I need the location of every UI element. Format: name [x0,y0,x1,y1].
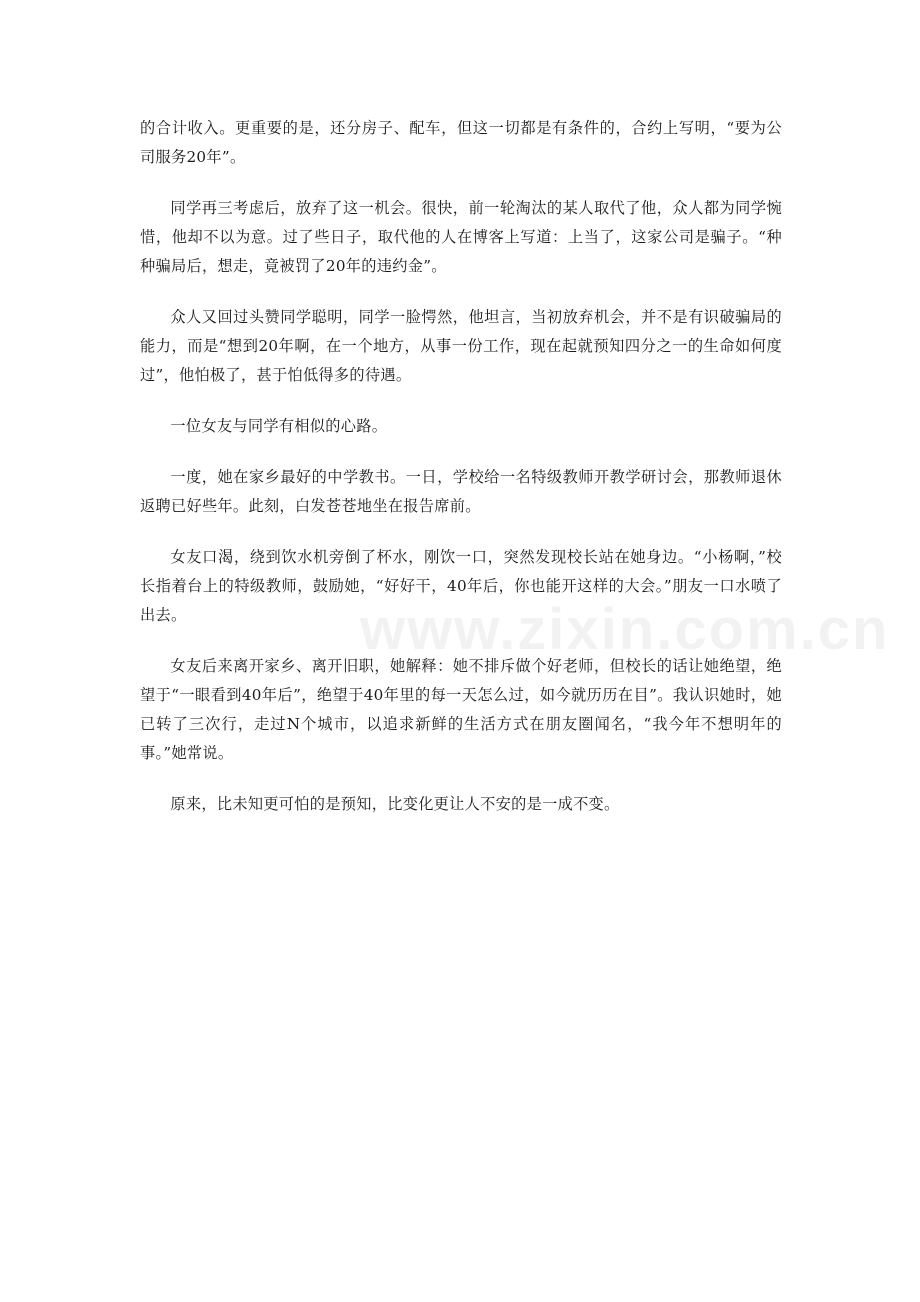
paragraph-3: 众人又回过头赞同学聪明，同学一脸愕然，他坦言，当初放弃机会，并不是有识破骗局的能力，而是“想到20年啊，在一个地方，从事一份工作，现在起就预知四分之一的生命如何度过”，他怕极了，甚于怕低得多的待遇。 [140,308,782,384]
paragraph-8: 原来，比未知更可怕的是预知，比变化更让人不安的是一成不变。 [170,795,620,813]
paragraph-2: 同学再三考虑后，放弃了这一机会。很快，前一轮淘汰的某人取代了他，众人都为同学惋惜，他却不以为意。过了些日子，取代他的人在博客上写道：上当了，这家公司是骗子。“种种骗局后，想走，竟被罚了20年的违约金”。 [140,199,782,275]
paragraph-1: 的合计收入。更重要的是，还分房子、配车，但这一切都是有条件的，合约上写明，“要为公司服务20年”。 [140,119,782,166]
paragraph-5: 一度，她在家乡最好的中学教书。一日，学校给一名特级教师开教学研讨会，那教师退休返聘已好些年。此刻，白发苍苍地坐在报告席前。 [140,468,782,515]
paragraph-7: 女友后来离开家乡、离开旧职，她解释：她不排斥做个好老师，但校长的话让她绝望，绝望于“一眼看到40年后”，绝望于40年里的每一天怎么过，如今就历历在目”。我认识她时，她已转了三次行，走过N个城市，以追求新鲜的生活方式在朋友圈闻名，“我今年不想明年的事。”她常说。 [140,657,782,762]
paragraph-4: 一位女友与同学有相似的心路。 [170,417,388,435]
article-body [140,114,782,841]
paragraph-6: 女友口渴，绕到饮水机旁倒了杯水，刚饮一口，突然发现校长站在她身边。“小杨啊，”校长指着台上的特级教师，鼓励她，“好好干，40年后，你也能开这样的大会。”朋友一口水喷了出去。 [140,548,782,624]
watermark: www.zixin.com.cn [360,597,890,662]
